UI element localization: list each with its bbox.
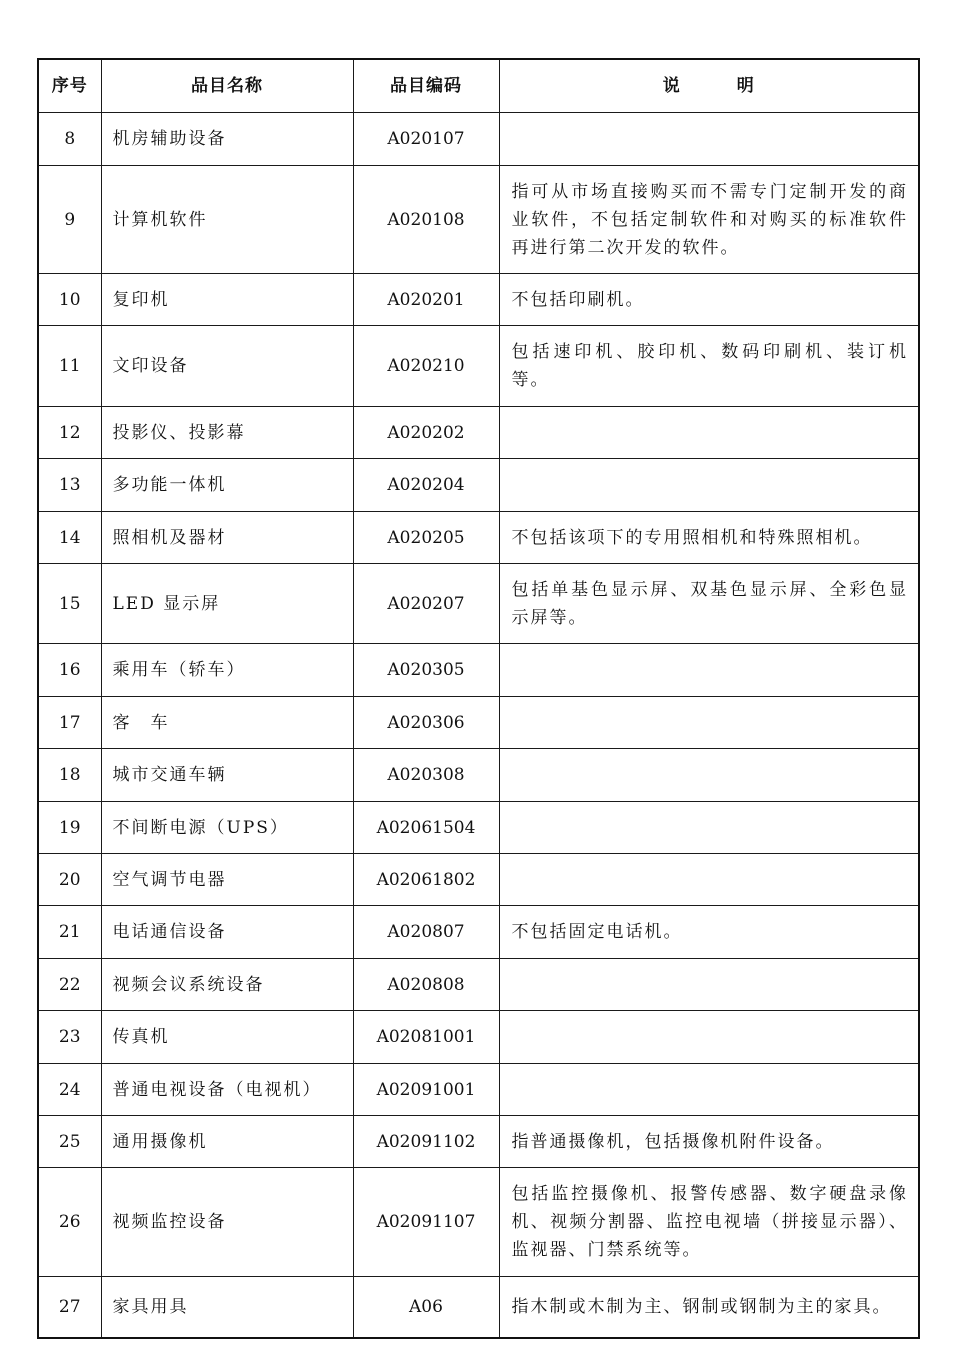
table-row xyxy=(38,644,919,697)
row-note xyxy=(499,959,919,1011)
table-row xyxy=(38,1011,919,1064)
row-code: A020107 xyxy=(353,113,499,166)
table-row xyxy=(38,113,919,166)
row-code: A020210 xyxy=(353,326,499,407)
row-name: 客 车 xyxy=(101,697,353,749)
row-note: 包括速印机、胶印机、数码印刷机、装订机等。 xyxy=(499,326,919,407)
row-code: A020108 xyxy=(353,166,499,274)
header-note-part1: 说 xyxy=(662,76,681,96)
table-header-row xyxy=(38,59,919,113)
row-note xyxy=(499,459,919,512)
row-name: 普通电视设备（电视机） xyxy=(101,1064,353,1116)
row-index: 8 xyxy=(38,113,101,166)
table-row xyxy=(38,274,919,326)
row-code: A06 xyxy=(353,1277,499,1338)
row-name: 传真机 xyxy=(101,1011,353,1064)
row-index: 25 xyxy=(38,1116,101,1168)
row-note: 包括监控摄像机、报警传感器、数字硬盘录像机、视频分割器、监控电视墙（拼接显示器）、监视器、门禁系统等。 xyxy=(499,1168,919,1277)
row-index: 27 xyxy=(38,1277,101,1338)
row-code: A020205 xyxy=(353,512,499,564)
row-note xyxy=(499,1064,919,1116)
row-note: 指可从市场直接购买而不需专门定制开发的商业软件，不包括定制软件和对购买的标准软件再进行第二次开发的软件。 xyxy=(499,166,919,274)
table-row xyxy=(38,906,919,959)
row-name: 电话通信设备 xyxy=(101,906,353,959)
row-index: 19 xyxy=(38,802,101,854)
row-code: A020808 xyxy=(353,959,499,1011)
row-name: 城市交通车辆 xyxy=(101,749,353,802)
row-note xyxy=(499,113,919,166)
row-index: 24 xyxy=(38,1064,101,1116)
row-name: 空气调节电器 xyxy=(101,854,353,906)
row-name: 计算机软件 xyxy=(101,166,353,274)
row-note: 不包括该项下的专用照相机和特殊照相机。 xyxy=(499,512,919,564)
row-code: A020807 xyxy=(353,906,499,959)
header-note xyxy=(499,59,919,113)
table-row xyxy=(38,959,919,1011)
table-row xyxy=(38,697,919,749)
row-note: 不包括固定电话机。 xyxy=(499,906,919,959)
row-name: 复印机 xyxy=(101,274,353,326)
row-note xyxy=(499,802,919,854)
row-code: A02091102 xyxy=(353,1116,499,1168)
row-note xyxy=(499,1011,919,1064)
header-code: 品目编码 xyxy=(353,59,499,113)
table-row xyxy=(38,564,919,644)
row-index: 11 xyxy=(38,326,101,407)
row-note xyxy=(499,407,919,459)
row-note: 包括单基色显示屏、双基色显示屏、全彩色显示屏等。 xyxy=(499,564,919,644)
row-code: A020308 xyxy=(353,749,499,802)
row-index: 26 xyxy=(38,1168,101,1277)
row-index: 15 xyxy=(38,564,101,644)
row-code: A02061504 xyxy=(353,802,499,854)
row-name: 不间断电源（UPS） xyxy=(101,802,353,854)
row-index: 9 xyxy=(38,166,101,274)
table-row xyxy=(38,512,919,564)
row-code: A02091107 xyxy=(353,1168,499,1277)
row-index: 18 xyxy=(38,749,101,802)
row-index: 16 xyxy=(38,644,101,697)
table-row xyxy=(38,1277,919,1338)
table-row xyxy=(38,802,919,854)
row-name: 照相机及器材 xyxy=(101,512,353,564)
row-index: 17 xyxy=(38,697,101,749)
row-name: 通用摄像机 xyxy=(101,1116,353,1168)
row-name: LED 显示屏 xyxy=(101,564,353,644)
row-code: A020201 xyxy=(353,274,499,326)
header-note-part2: 明 xyxy=(736,76,755,96)
row-index: 21 xyxy=(38,906,101,959)
row-code: A020207 xyxy=(353,564,499,644)
row-code: A020204 xyxy=(353,459,499,512)
row-index: 14 xyxy=(38,512,101,564)
row-note: 不包括印刷机。 xyxy=(499,274,919,326)
table-row xyxy=(38,749,919,802)
row-code: A02091001 xyxy=(353,1064,499,1116)
row-note: 指木制或木制为主、钢制或钢制为主的家具。 xyxy=(499,1277,919,1338)
row-code: A020202 xyxy=(353,407,499,459)
row-note xyxy=(499,644,919,697)
row-code: A020305 xyxy=(353,644,499,697)
row-name: 多功能一体机 xyxy=(101,459,353,512)
table-row xyxy=(38,459,919,512)
table-row xyxy=(38,1064,919,1116)
row-name: 乘用车（轿车） xyxy=(101,644,353,697)
table-row xyxy=(38,166,919,274)
table-row xyxy=(38,326,919,407)
row-name: 家具用具 xyxy=(101,1277,353,1338)
row-index: 13 xyxy=(38,459,101,512)
header-name: 品目名称 xyxy=(101,59,353,113)
row-name: 视频会议系统设备 xyxy=(101,959,353,1011)
row-index: 10 xyxy=(38,274,101,326)
table-row xyxy=(38,854,919,906)
row-index: 12 xyxy=(38,407,101,459)
row-name: 机房辅助设备 xyxy=(101,113,353,166)
row-note xyxy=(499,749,919,802)
catalog-table xyxy=(37,58,920,1339)
row-name: 投影仪、投影幕 xyxy=(101,407,353,459)
row-name: 文印设备 xyxy=(101,326,353,407)
row-index: 23 xyxy=(38,1011,101,1064)
row-name: 视频监控设备 xyxy=(101,1168,353,1277)
table-row xyxy=(38,1116,919,1168)
table-row xyxy=(38,1168,919,1277)
row-note xyxy=(499,697,919,749)
header-index: 序号 xyxy=(38,59,101,113)
row-code: A02061802 xyxy=(353,854,499,906)
row-note: 指普通摄像机，包括摄像机附件设备。 xyxy=(499,1116,919,1168)
row-code: A020306 xyxy=(353,697,499,749)
row-note xyxy=(499,854,919,906)
table-row xyxy=(38,407,919,459)
row-index: 20 xyxy=(38,854,101,906)
row-code: A02081001 xyxy=(353,1011,499,1064)
row-index: 22 xyxy=(38,959,101,1011)
